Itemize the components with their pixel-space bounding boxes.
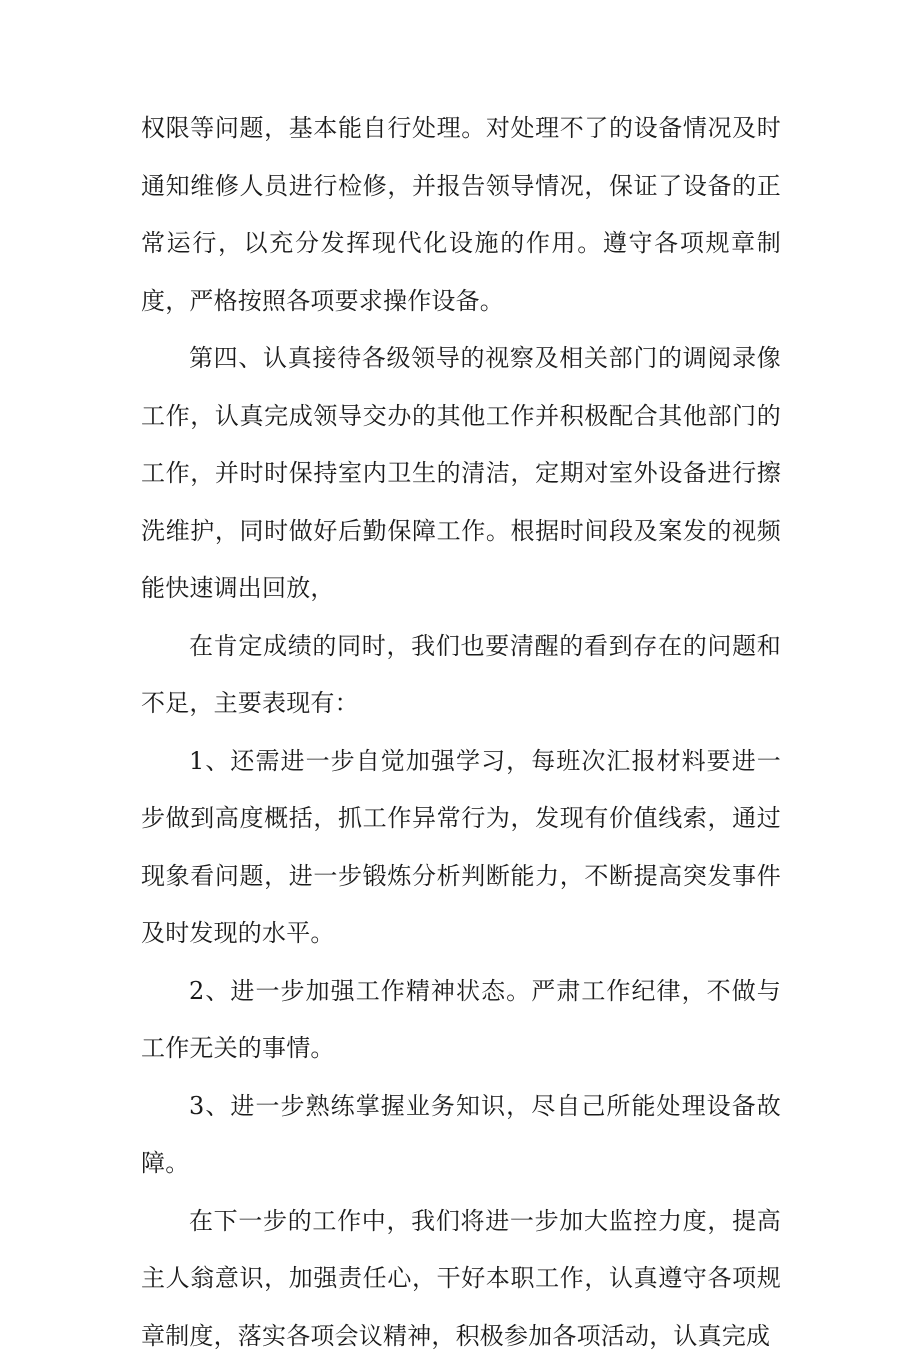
- paragraph-item-four: 第四、认真接待各级领导的视察及相关部门的调阅录像工作，认真完成领导交办的其他工作并积极配合其他部门的工作，并时时保持室内卫生的清洁，定期对室外设备进行擦洗维护，同时做好后勤保障工作。根据时间段及案发的视频能快速调出回放，: [141, 330, 781, 618]
- document-body: [141, 100, 781, 1365]
- paragraph-shortcoming-3: 3、进一步熟练掌握业务知识，尽自己所能处理设备故障。: [141, 1078, 781, 1193]
- paragraph-shortcoming-1: 1、还需进一步自觉加强学习，每班次汇报材料要进一步做到高度概括，抓工作异常行为，发现有价值线索，通过现象看问题，进一步锻炼分析判断能力，不断提高突发事件及时发现的水平。: [141, 733, 781, 963]
- paragraph-next-steps: 在下一步的工作中，我们将进一步加大监控力度，提高主人翁意识，加强责任心，干好本职工作，认真遵守各项规章制度，落实各项会议精神，积极参加各项活动，认真完成: [141, 1193, 781, 1365]
- paragraph-shortcoming-2: 2、进一步加强工作精神状态。严肃工作纪律，不做与工作无关的事情。: [141, 963, 781, 1078]
- paragraph-continuation: 权限等问题，基本能自行处理。对处理不了的设备情况及时通知维修人员进行检修，并报告领导情况，保证了设备的正常运行，以充分发挥现代化设施的作用。遵守各项规章制度，严格按照各项要求操作设备。: [141, 100, 781, 330]
- paragraph-shortcomings-intro: 在肯定成绩的同时，我们也要清醒的看到存在的问题和不足，主要表现有：: [141, 618, 781, 733]
